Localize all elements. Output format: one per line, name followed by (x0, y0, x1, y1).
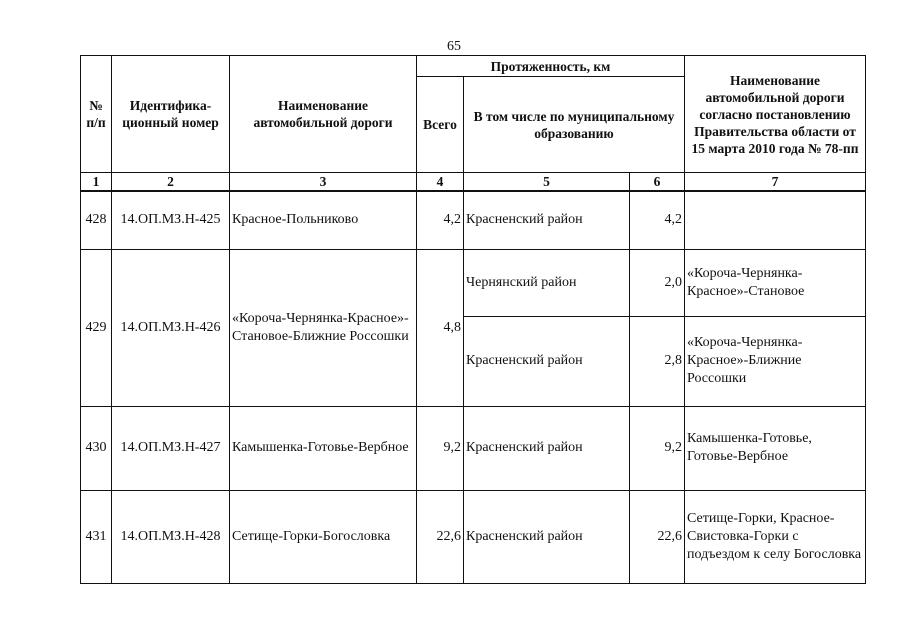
row-total: 4,8 (417, 249, 464, 406)
page-number: 65 (447, 39, 461, 54)
row-total: 22,6 (417, 490, 464, 583)
row-decree: «Короча-Чернянка-Красное»-Ближние Россошки (685, 316, 866, 406)
row-decree: Сетище-Горки, Красное-Свистовка-Горки с подъездом к селу Богословка (685, 490, 866, 583)
header-number-5: 5 (464, 173, 630, 192)
header-num: № п/п (81, 56, 112, 173)
header-id: Идентифика-ционный номер (112, 56, 230, 173)
row-district: Чернянский район (464, 249, 630, 316)
table-row (81, 406, 866, 490)
row-km: 9,2 (630, 406, 685, 490)
row-decree: Камышенка-Готовье, Готовье-Вербное (685, 406, 866, 490)
header-total: Всего (417, 77, 464, 173)
row-decree: «Короча-Чернянка-Красное»-Становое (685, 249, 866, 316)
table-row (81, 490, 866, 583)
header-number-3: 3 (230, 173, 417, 192)
row-km: 2,8 (630, 316, 685, 406)
row-district: Красненский район (464, 490, 630, 583)
row-km: 22,6 (630, 490, 685, 583)
header-number-7: 7 (685, 173, 866, 192)
header-decree: Наименование автомобильной дороги согласно постановлению Правительства области от 15 марта 2010 года № 78-пп (685, 56, 866, 173)
header-length: Протяженность, км (417, 56, 685, 77)
row-name: Красное-Польниково (230, 191, 417, 249)
header-name: Наименование автомобильной дороги (230, 56, 417, 173)
row-total: 4,2 (417, 191, 464, 249)
row-id: 14.ОП.МЗ.Н-425 (112, 191, 230, 249)
row-num: 429 (81, 249, 112, 406)
row-id: 14.ОП.МЗ.Н-428 (112, 490, 230, 583)
row-district: Красненский район (464, 406, 630, 490)
table-row (81, 191, 866, 249)
row-district: Красненский район (464, 316, 630, 406)
header-number-2: 2 (112, 173, 230, 192)
row-id: 14.ОП.МЗ.Н-426 (112, 249, 230, 406)
row-num: 430 (81, 406, 112, 490)
header-number-4: 4 (417, 173, 464, 192)
row-id: 14.ОП.МЗ.Н-427 (112, 406, 230, 490)
row-num: 431 (81, 490, 112, 583)
header-number-1: 1 (81, 173, 112, 192)
row-name: «Короча-Чернянка-Красное»-Становое-Ближние Россошки (230, 249, 417, 406)
row-km: 4,2 (630, 191, 685, 249)
row-km: 2,0 (630, 249, 685, 316)
table-row (81, 249, 866, 316)
row-decree (685, 191, 866, 249)
header-number-6: 6 (630, 173, 685, 192)
row-district: Красненский район (464, 191, 630, 249)
header-incl: В том числе по муниципальному образованию (464, 77, 685, 173)
roads-table (80, 55, 866, 584)
row-name: Сетище-Горки-Богословка (230, 490, 417, 583)
row-name: Камышенка-Готовье-Вербное (230, 406, 417, 490)
row-total: 9,2 (417, 406, 464, 490)
row-num: 428 (81, 191, 112, 249)
